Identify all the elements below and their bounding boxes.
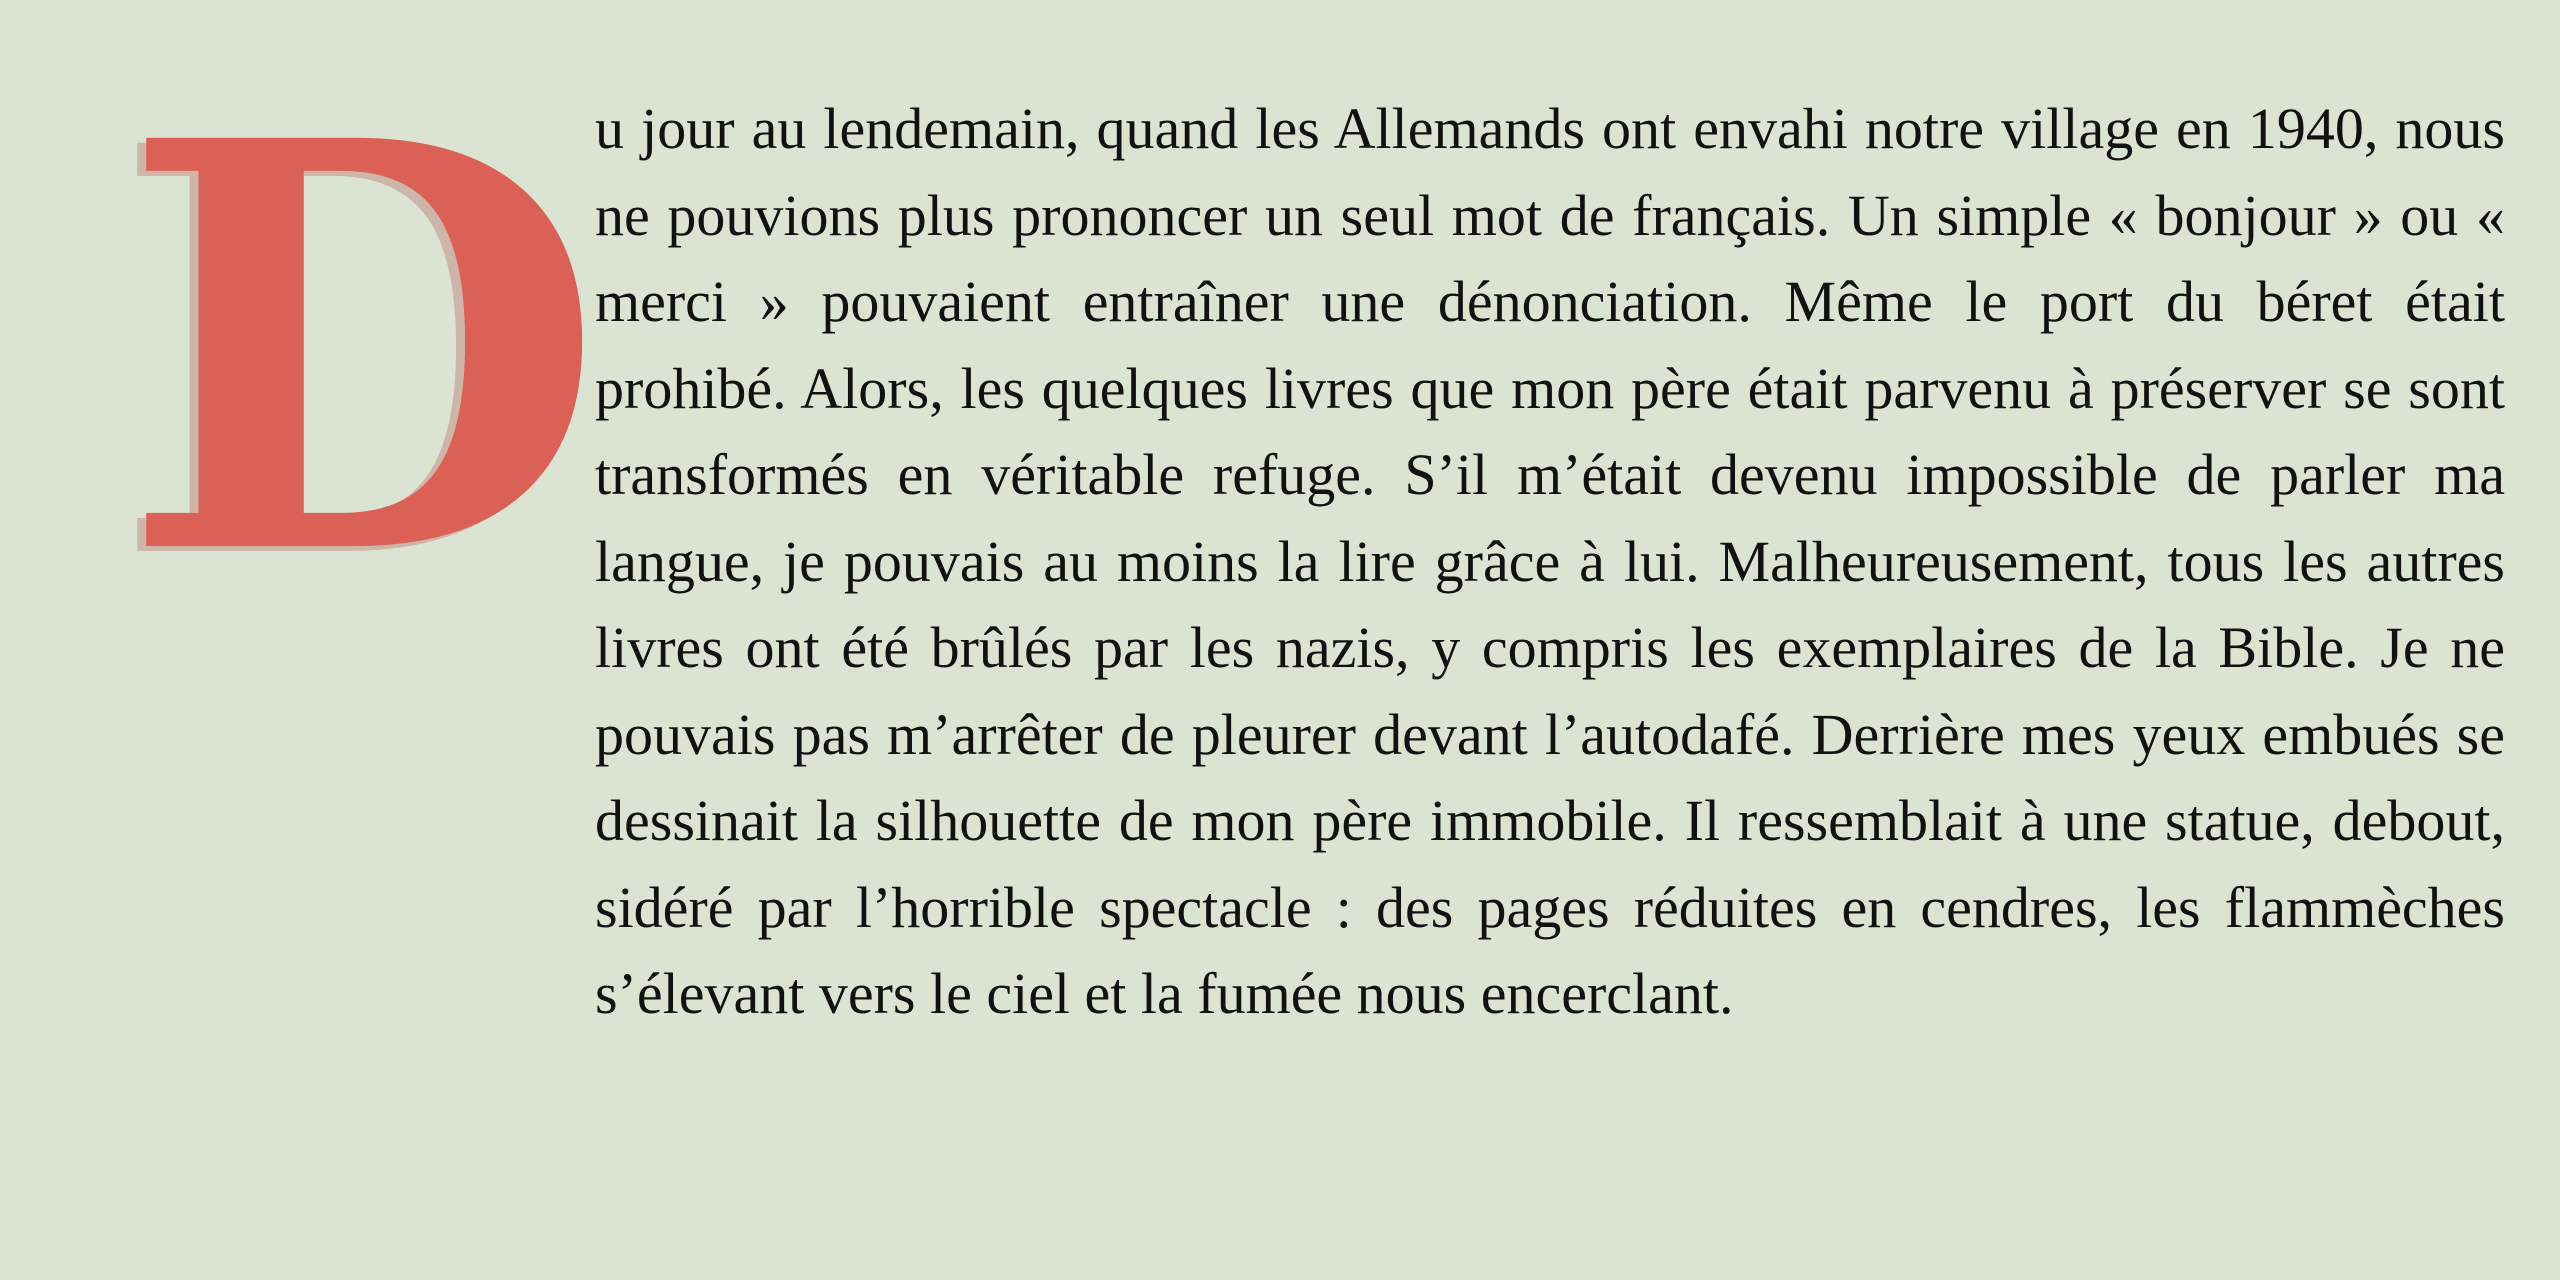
paragraph-text: u jour au lendemain, quand les Allemands ont envahi notre village en 1940, nous ne pouvions plus prononcer un seul mot de français. Un simple « bonjour » ou « merci » pouvaient entraîner une dénonciation. Même le port du béret était prohibé. Alors, les quelques livres que mon père était parvenu à préserver se sont transformés en véritable refuge. S’il m’était devenu impossible de parler ma langue, je pouvais au moins la lire grâce à lui. Malheureusement, tous les autres livres ont été brûlés par les nazis, y compris les exemplaires de la Bible. Je ne pouvais pas m’arrêter de pleurer devant l’autodafé. Derrière mes yeux embués se dessinait la silhouette de mon père immobile. Il ressemblait à une statue, debout, sidéré par l’horrible spectacle : des pages réduites en cendres, les flammèches s’élevant vers le ciel et la fumée nous encerclant.	[595, 96, 2505, 1026]
drop-cap-letter: D	[120, 21, 606, 679]
